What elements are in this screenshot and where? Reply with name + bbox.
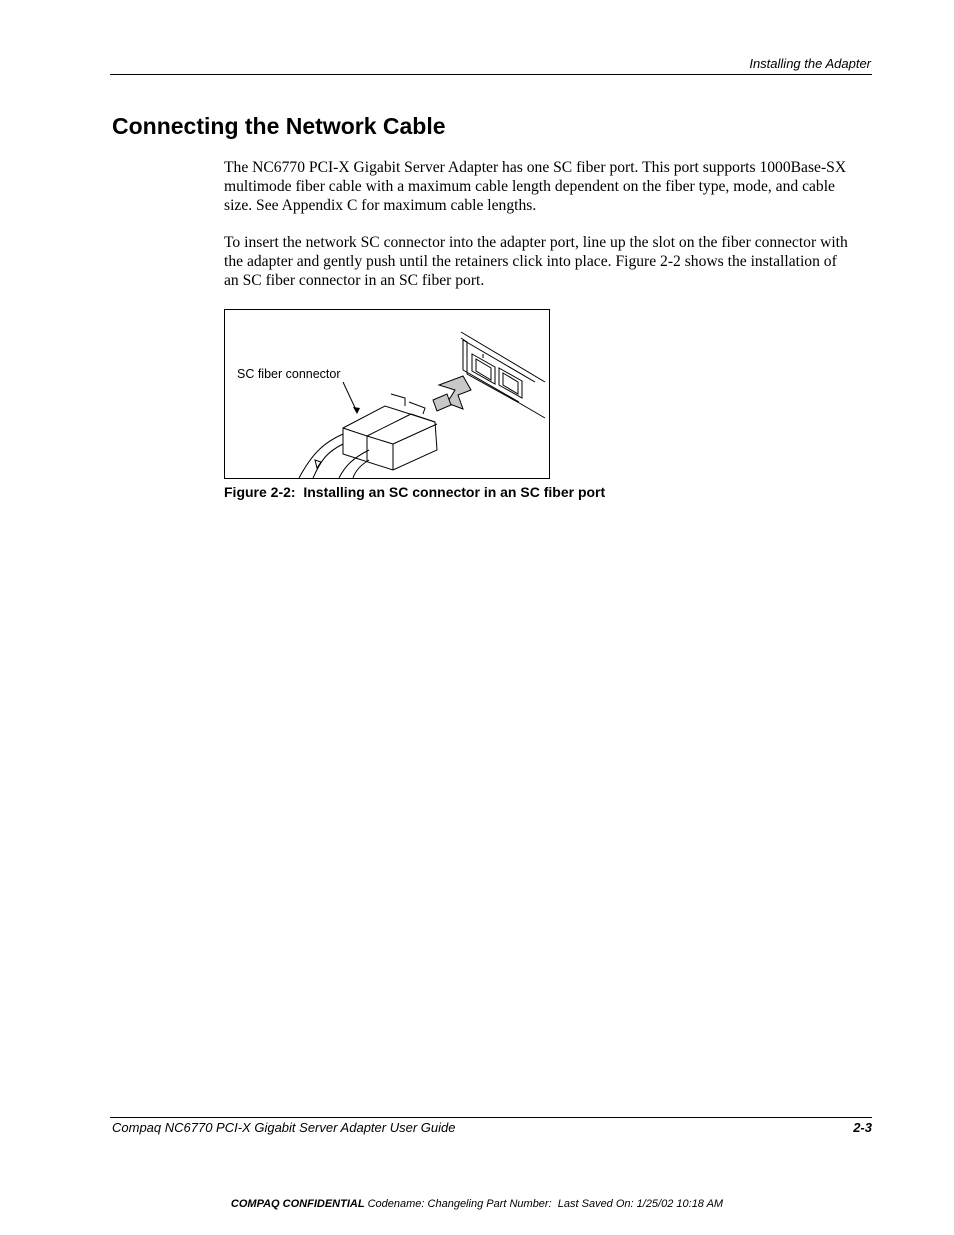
- confidential-label: COMPAQ CONFIDENTIAL: [230, 1198, 365, 1210]
- running-header: Installing the Adapter: [749, 56, 871, 71]
- insertion-arrow: [433, 376, 471, 411]
- figure-caption: Figure 2-2: Installing an SC connector in an SC fiber port: [224, 484, 606, 500]
- footer-guide-title: Compaq NC6770 PCI-X Gigabit Server Adapter User Guide: [112, 1120, 456, 1135]
- figure-callout-label: SC fiber connector: [237, 367, 341, 381]
- body-paragraph-2: To insert the network SC connector into the adapter port, line up the slot on the fiber connector with the adapter and gently push until the retainers click into place. Figure 2-2 shows the installation of an SC fiber connector in an SC fiber port.: [224, 234, 848, 289]
- sc-connector-body: [343, 394, 437, 470]
- section-title: Connecting the Network Cable: [112, 113, 446, 139]
- sc-connector-illustration: [225, 310, 549, 478]
- footer-page-number: 2-3: [853, 1120, 872, 1135]
- figure-sc-connector: [224, 309, 550, 479]
- confidential-details: Codename: Changeling Part Number: Last Saved On: 1/25/02 10:18 AM: [364, 1198, 724, 1210]
- body-paragraph-1: The NC6770 PCI-X Gigabit Server Adapter has one SC fiber port. This port supports 1000Base-SX multimode fiber cable with a maximum cable length dependent on the fiber type, mode, and cable size. See Appendix C for maximum cable lengths.: [224, 159, 847, 214]
- confidential-notice: [0, 1197, 954, 1211]
- leader-arrowhead: [353, 407, 360, 414]
- header-divider: [110, 74, 872, 75]
- footer-divider: [110, 1117, 872, 1118]
- adapter-port-panel: [461, 332, 545, 418]
